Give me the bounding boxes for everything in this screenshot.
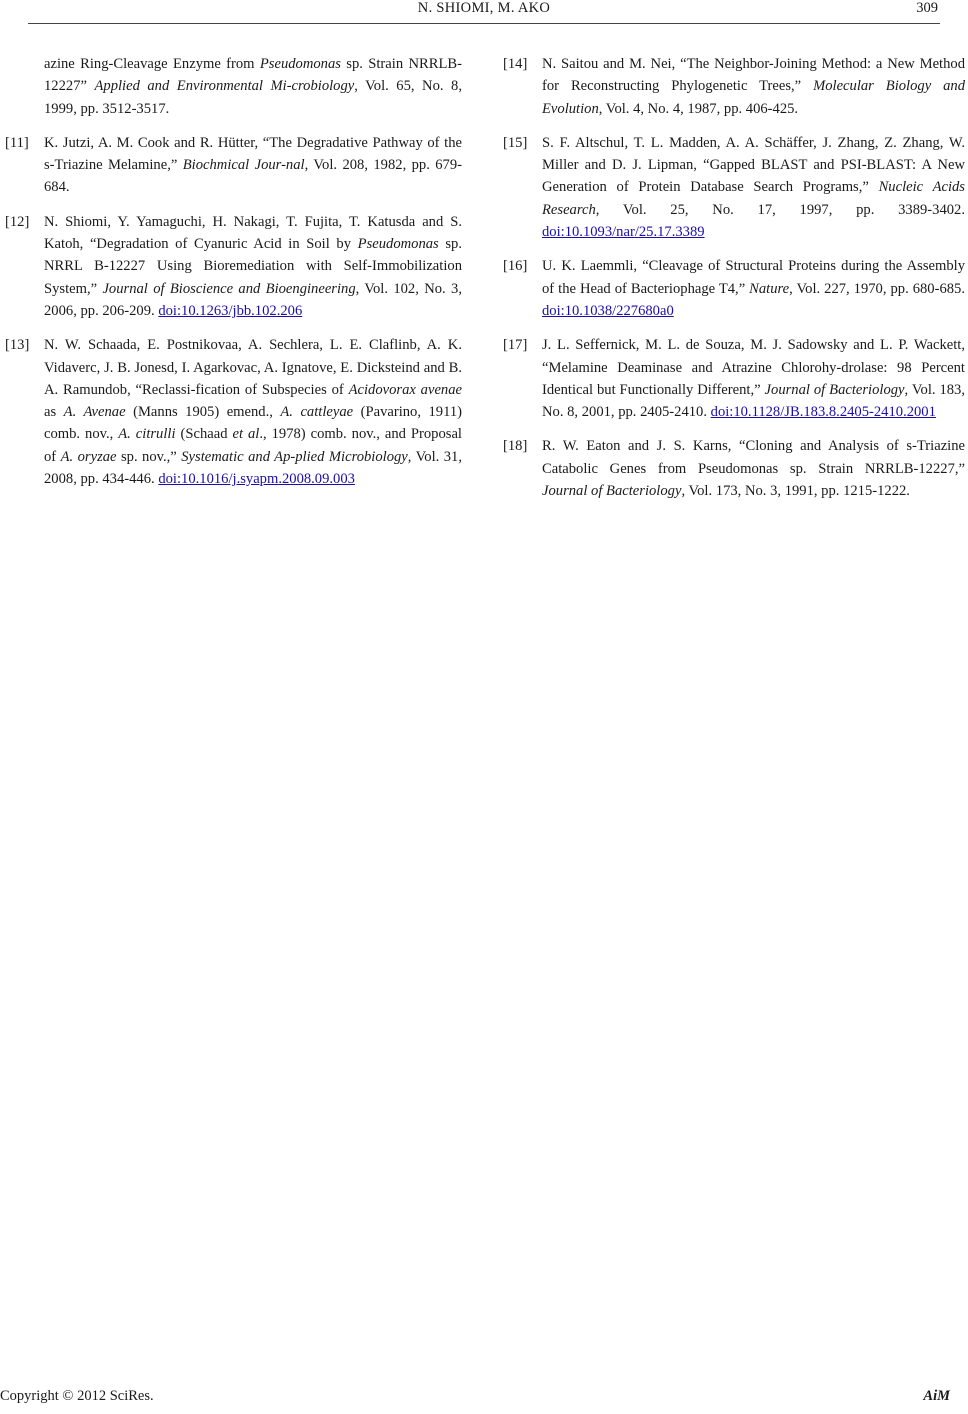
reference-text (542, 56, 965, 117)
italic-text: Pseudomonas (259, 56, 341, 72)
reference-text (542, 438, 965, 499)
text-segment: , Vol. 208, 1982, pp. 679-684. (44, 157, 463, 196)
doi-link[interactable]: doi:10.1128/JB.183.8.2405-2410.2001 (710, 404, 936, 421)
text-segment: , Vol. 65, No. 8, 1999, pp. 3512-3517. (44, 78, 462, 117)
text-segment: , Vol. 25, No. 17, 1997, pp. 3389-3402. (595, 201, 965, 218)
text-segment: (Manns 1905) emend., (125, 404, 281, 421)
text-segment: ., 1978) comb. nov., and Proposal of (44, 426, 462, 465)
italic-text: Applied and Environmental Mi-crobiology (94, 78, 355, 95)
reference-number: [15] (503, 134, 528, 151)
header-rule (28, 23, 940, 24)
italic-text: Biochmical Jour-nal (182, 157, 305, 174)
text-segment: , Vol. 183, No. 8, 2001, pp. 2405-2410. (542, 381, 965, 421)
reference-number: [11] (5, 134, 29, 151)
text-segment: K. Jutzi, A. M. Cook and R. Hütter, “The Degradative Pathway of the s-Triazine Melamine,” (44, 134, 462, 174)
reference-number: [17] (503, 337, 528, 354)
italic-text: A. cattleyae (280, 404, 354, 421)
reference-text (44, 214, 462, 319)
reference-column-right (503, 53, 965, 514)
italic-text: A. oryzae (60, 448, 117, 465)
reference-text (542, 337, 965, 420)
text-segment: sp. NRRL B-12227 Using Bioremediation with Self-Immobilization System,” (44, 236, 462, 297)
italic-text: Journal of Bacteriology (542, 483, 682, 500)
reference-entry (503, 53, 965, 120)
text-segment: N. Saitou and M. Nei, “The Neighbor-Joining Method: a New Method for Reconstructing Phylogenetic Trees,” (542, 56, 965, 95)
reference-entry (503, 132, 965, 243)
italic-text: Journal of Bacteriology (764, 381, 905, 398)
running-header-authors: N. SHIOMI, M. AKO (417, 0, 551, 16)
reference-entry (503, 255, 965, 322)
text-segment: , Vol. 173, No. 3, 1991, pp. 1215-1222. (681, 483, 910, 500)
reference-entry (5, 211, 462, 322)
text-segment: as (44, 404, 64, 421)
italic-text: Acidovorax avenae (348, 381, 462, 398)
reference-entry (5, 53, 462, 120)
italic-text: Systematic and Ap-plied Microbiology (181, 448, 408, 465)
reference-entry (5, 132, 462, 199)
text-segment: S. F. Altschul, T. L. Madden, A. A. Schäffer, J. Zhang, Z. Zhang, W. Miller and D. J. Lipman, “Gapped BLAST and PSI-BLAST: A New Generation of Protein Database Search Programs,” (542, 134, 965, 196)
reference-entry (5, 334, 462, 490)
reference-number: [13] (5, 337, 30, 354)
doi-link[interactable]: doi:10.1093/nar/25.17.3389 (542, 224, 705, 241)
copyright-notice: Copyright © 2012 SciRes. (0, 1388, 154, 1404)
text-segment: , Vol. 31, 2008, pp. 434-446. (44, 448, 462, 488)
italic-text: Molecular Biology and Evolution (542, 78, 966, 117)
reference-text (44, 135, 462, 196)
reference-entry (503, 435, 965, 502)
text-segment: R. W. Eaton and J. S. Karns, “Cloning and Analysis of s-Triazine Catabolic Genes from Pseudomonas sp. Strain NRRLB-12227,” (542, 438, 965, 477)
italic-text: Pseudomonas (357, 236, 439, 253)
italic-text: A. citrulli (118, 426, 176, 443)
italic-text: A. Avenae (63, 404, 126, 421)
reference-text (44, 337, 462, 487)
text-segment: N. W. Schaada, E. Postnikovaa, A. Sechlera, L. E. Claflinb, A. K. Vidaverc, J. B. Jonesd, I. Agarkovac, A. Ignatove, E. Dicksteind and B. A. Ramundob, “Reclassi-fication of Subspecies of (44, 337, 462, 398)
text-segment: (Schaad (175, 426, 233, 443)
reference-text (44, 56, 462, 117)
text-segment: sp. nov.,” (116, 448, 182, 465)
text-segment: (Pavarino, 1911) comb. nov., (44, 404, 462, 443)
reference-text (542, 135, 965, 240)
reference-number: [16] (503, 258, 528, 275)
text-segment: , Vol. 102, No. 3, 2006, pp. 206-209. (44, 280, 462, 319)
reference-text (542, 258, 965, 319)
italic-text: Nucleic Acids Research (542, 179, 965, 218)
reference-number: [12] (5, 213, 30, 230)
text-segment: azine Ring-Cleavage Enzyme from (44, 56, 260, 72)
doi-link[interactable]: doi:10.1016/j.syapm.2008.09.003 (158, 471, 355, 488)
reference-column-left (5, 53, 462, 502)
text-segment: , Vol. 227, 1970, pp. 680-685. (789, 280, 965, 297)
italic-text: et al (232, 426, 260, 443)
reference-number: [14] (503, 56, 528, 72)
italic-text: Nature (749, 280, 790, 297)
reference-number: [18] (503, 438, 528, 455)
text-segment: sp. Strain NRRLB-12227” (44, 56, 462, 95)
text-segment: , Vol. 4, No. 4, 1987, pp. 406-425. (598, 100, 799, 117)
journal-abbreviation: AiM (923, 1388, 950, 1404)
text-segment: J. L. Seffernick, M. L. de Souza, M. J. Sadowsky and L. P. Wackett, “Melamine Deaminase and Atrazine Chlorohy-drolase: 98 Percent Identical but Functionally Different,” (542, 337, 965, 398)
text-segment: U. K. Laemmli, “Cleavage of Structural Proteins during the Assembly of the Head of Bacteriophage T4,” (542, 258, 965, 297)
page-number: 309 (916, 0, 938, 16)
italic-text: Journal of Bioscience and Bioengineering (102, 280, 356, 297)
doi-link[interactable]: doi:10.1038/227680a0 (542, 302, 674, 319)
reference-entry (503, 334, 965, 423)
text-segment: N. Shiomi, Y. Yamaguchi, H. Nakagi, T. Fujita, T. Katusda and S. Katoh, “Degradation of Cyanuric Acid in Soil by (44, 213, 462, 253)
doi-link[interactable]: doi:10.1263/jbb.102.206 (158, 302, 303, 319)
